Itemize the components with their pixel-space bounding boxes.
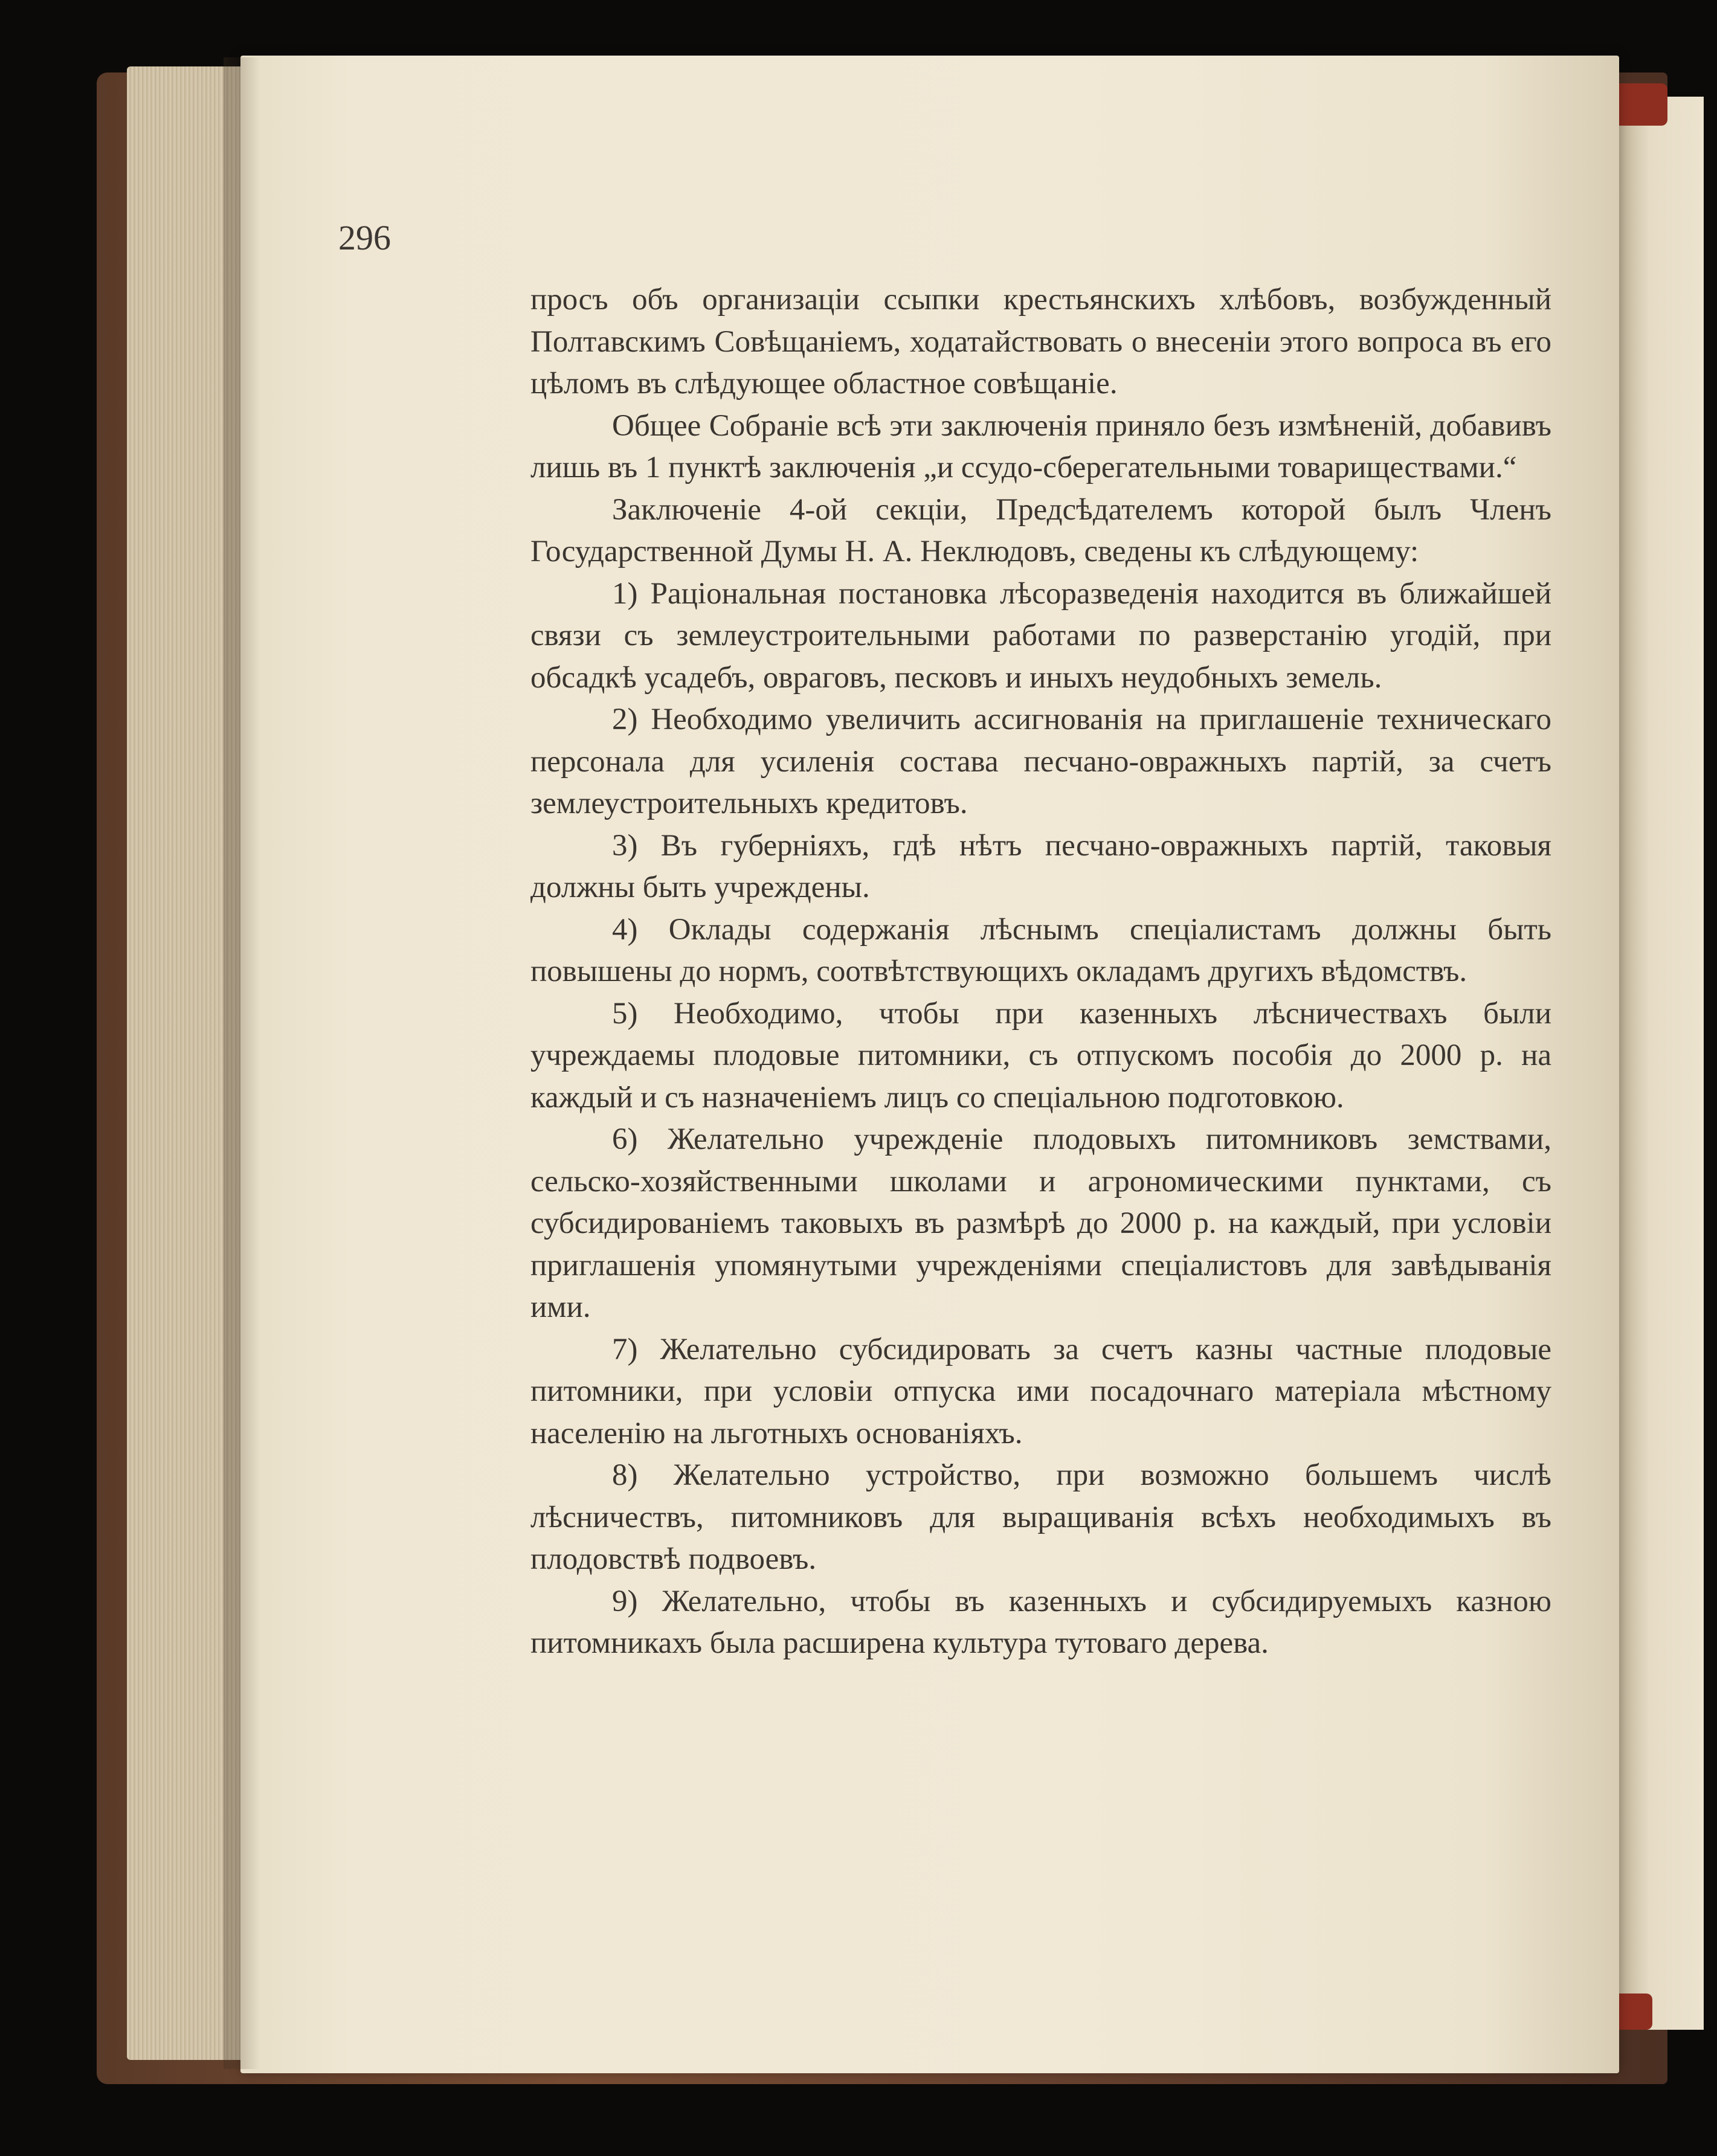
list-item: 7) Желательно субсидировать за счетъ казны частные плодовые питомники, при условіи отпуска ими посадочнаго матеріала мѣстному населенію на льготныхъ основаніяхъ. [530, 1332, 1551, 1450]
list-item: 5) Необходимо, чтобы при казенныхъ лѣсничествахъ были учреждаемы плодовые питомники, съ отпускомъ пособія до 2000 р. на каждый и съ назначеніемъ лицъ со спеціальною подготовкою. [530, 996, 1551, 1115]
list-item: 2) Необходимо увеличить ассигнованія на приглашеніе техническаго персонала для усиленія состава песчано-овражныхъ партій, за счетъ землеустроительныхъ кредитовъ. [530, 703, 1551, 820]
list-item: 3) Въ губерніяхъ, гдѣ нѣтъ песчано-овражныхъ партій, таковыя должны быть учреждены. [530, 828, 1551, 904]
list-item: 9) Желательно, чтобы въ казенныхъ и субсидируемыхъ казною питомникахъ была расширена культура тутоваго дерева. [530, 1584, 1551, 1660]
paragraph: Заключеніе 4-ой секціи, Предсѣдателемъ которой былъ Членъ Государственной Думы Н. А. Неклюдовъ, сведены къ слѣдующему: [530, 492, 1551, 568]
paragraph: просъ объ организаціи ссыпки крестьянскихъ хлѣбовъ, возбужденный Полтавскимъ Совѣщаніемъ, ходатайствовать о внесеніи этого вопроса въ его цѣломъ въ слѣдующее областное совѣщаніе. [530, 283, 1551, 401]
list-item: 4) Оклады содержанія лѣснымъ спеціалистамъ должны быть повышены до нормъ, соотвѣтствующихъ окладамъ другихъ вѣдомствъ. [530, 912, 1551, 988]
list-item: 6) Желательно учрежденіе плодовыхъ питомниковъ земствами, сельско-хозяйственными школами и агрономическими пунктами, съ субсидированіемъ таковыхъ въ размѣрѣ до 2000 р. на каждый, при условіи приглашенія упомянутыми учрежденіями спеціалистовъ для завѣдыванія ими. [530, 1122, 1551, 1324]
facing-page-edge [1613, 97, 1704, 2030]
list-item: 8) Желательно устройство, при возможно большемъ числѣ лѣсничествъ, питомниковъ для выращиванія всѣхъ необходимыхъ въ плодовствѣ подвоевъ. [530, 1458, 1551, 1576]
paragraph: Общее Собраніе всѣ эти заключенія приняло безъ измѣненій, добавивъ лишь въ 1 пунктѣ заключенія „и ссудо-сберегательными товариществами.“ [530, 408, 1551, 484]
page-gutter-shadow [224, 57, 260, 2069]
page-text [530, 279, 1551, 1665]
page-number: 296 [338, 218, 391, 257]
list-item: 1) Раціональная постановка лѣсоразведенія находится въ ближайшей связи съ землеустроительными работами по разверстанію угодій, при обсадкѣ усадебъ, овраговъ, песковъ и иныхъ неудобныхъ земель. [530, 576, 1551, 695]
